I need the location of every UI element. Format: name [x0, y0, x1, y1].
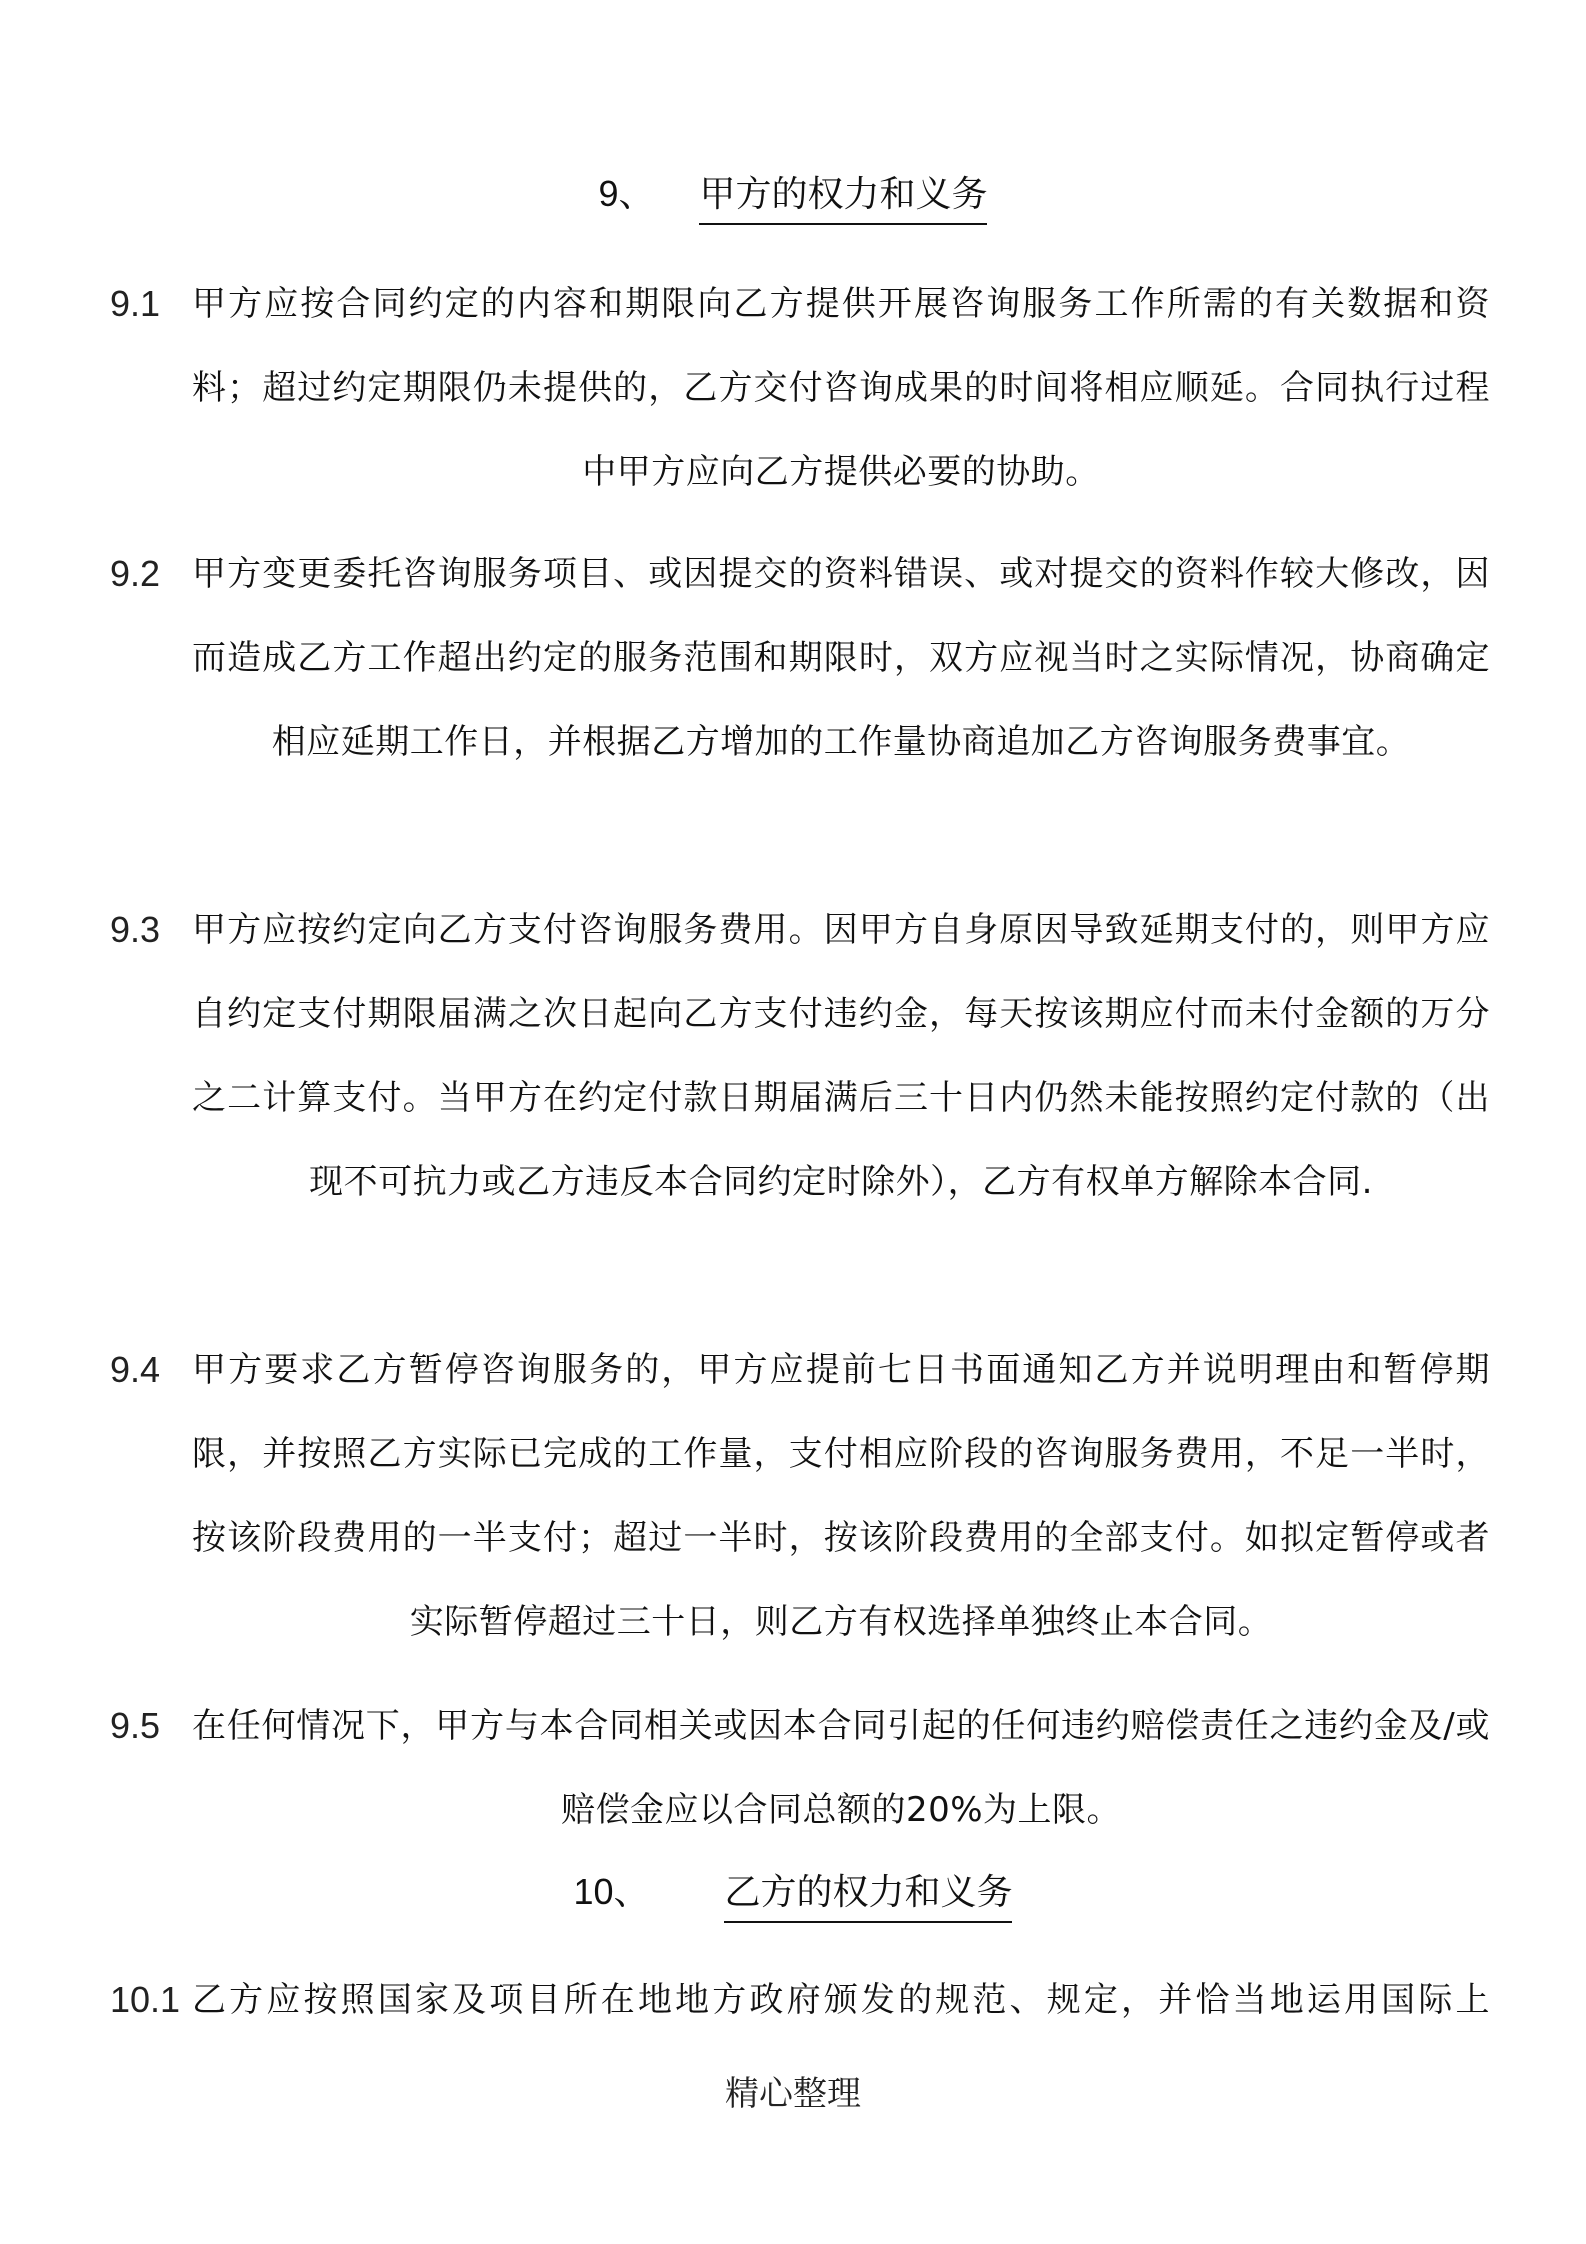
clause-number: 9.4 [110, 1349, 161, 1390]
section-9-number: 9、 [598, 173, 655, 214]
clause-9-2 [110, 532, 1490, 784]
section-10-title: 乙方的权力和义务 [724, 1869, 1012, 1923]
page-footer: 精心整理 [725, 2074, 861, 2114]
section-9-heading [0, 170, 1586, 225]
clause-text: 甲方变更委托咨询服务项目、或因提交的资料错误、或对提交的资料作较大修改，因而造成乙方工作超出约定的服务范围和期限时，双方应视当时之实际情况，协商确定相应延期工作日，并根据乙方增加的工作量协商追加乙方咨询服务费事宜。 [192, 554, 1490, 762]
section-10-heading [0, 1868, 1586, 1923]
section-10-number: 10、 [573, 1871, 650, 1912]
clause-number: 10.1 [110, 1979, 181, 2020]
clause-text: 甲方应按约定向乙方支付咨询服务费用。因甲方自身原因导致延期支付的，则甲方应自约定支付期限届满之次日起向乙方支付违约金，每天按该期应付而未付金额的万分之二计算支付。当甲方在约定付款日期届满后三十日内仍然未能按照约定付款的（出现不可抗力或乙方违反本合同约定时除外），乙方有权单方解除本合同. [192, 910, 1490, 1202]
clause-number: 9.1 [110, 283, 161, 324]
clause-9-1 [110, 262, 1490, 514]
clause-text: 乙方应按照国家及项目所在地地方政府颁发的规范、规定，并恰当地运用国际上 [192, 1980, 1490, 2020]
clause-9-4 [110, 1328, 1490, 1664]
clause-9-3 [110, 888, 1490, 1224]
clause-text: 甲方应按合同约定的内容和期限向乙方提供开展咨询服务工作所需的有关数据和资料；超过约定期限仍未提供的，乙方交付咨询成果的时间将相应顺延。合同执行过程中甲方应向乙方提供必要的协助。 [192, 284, 1490, 492]
clause-text: 在任何情况下，甲方与本合同相关或因本合同引起的任何违约赔偿责任之违约金及/或赔偿金应以合同总额的20%为上限。 [192, 1706, 1490, 1830]
clause-number: 9.2 [110, 553, 161, 594]
clause-10-1 [110, 1958, 1490, 2042]
clause-9-5 [110, 1684, 1490, 1852]
clause-number: 9.5 [110, 1705, 161, 1746]
clause-number: 9.3 [110, 909, 161, 950]
clause-text: 甲方要求乙方暂停咨询服务的，甲方应提前七日书面通知乙方并说明理由和暂停期限，并按照乙方实际已完成的工作量，支付相应阶段的咨询服务费用，不足一半时，按该阶段费用的一半支付；超过一半时，按该阶段费用的全部支付。如拟定暂停或者实际暂停超过三十日，则乙方有权选择单独终止本合同。 [192, 1350, 1490, 1642]
section-9-title: 甲方的权力和义务 [699, 171, 987, 225]
